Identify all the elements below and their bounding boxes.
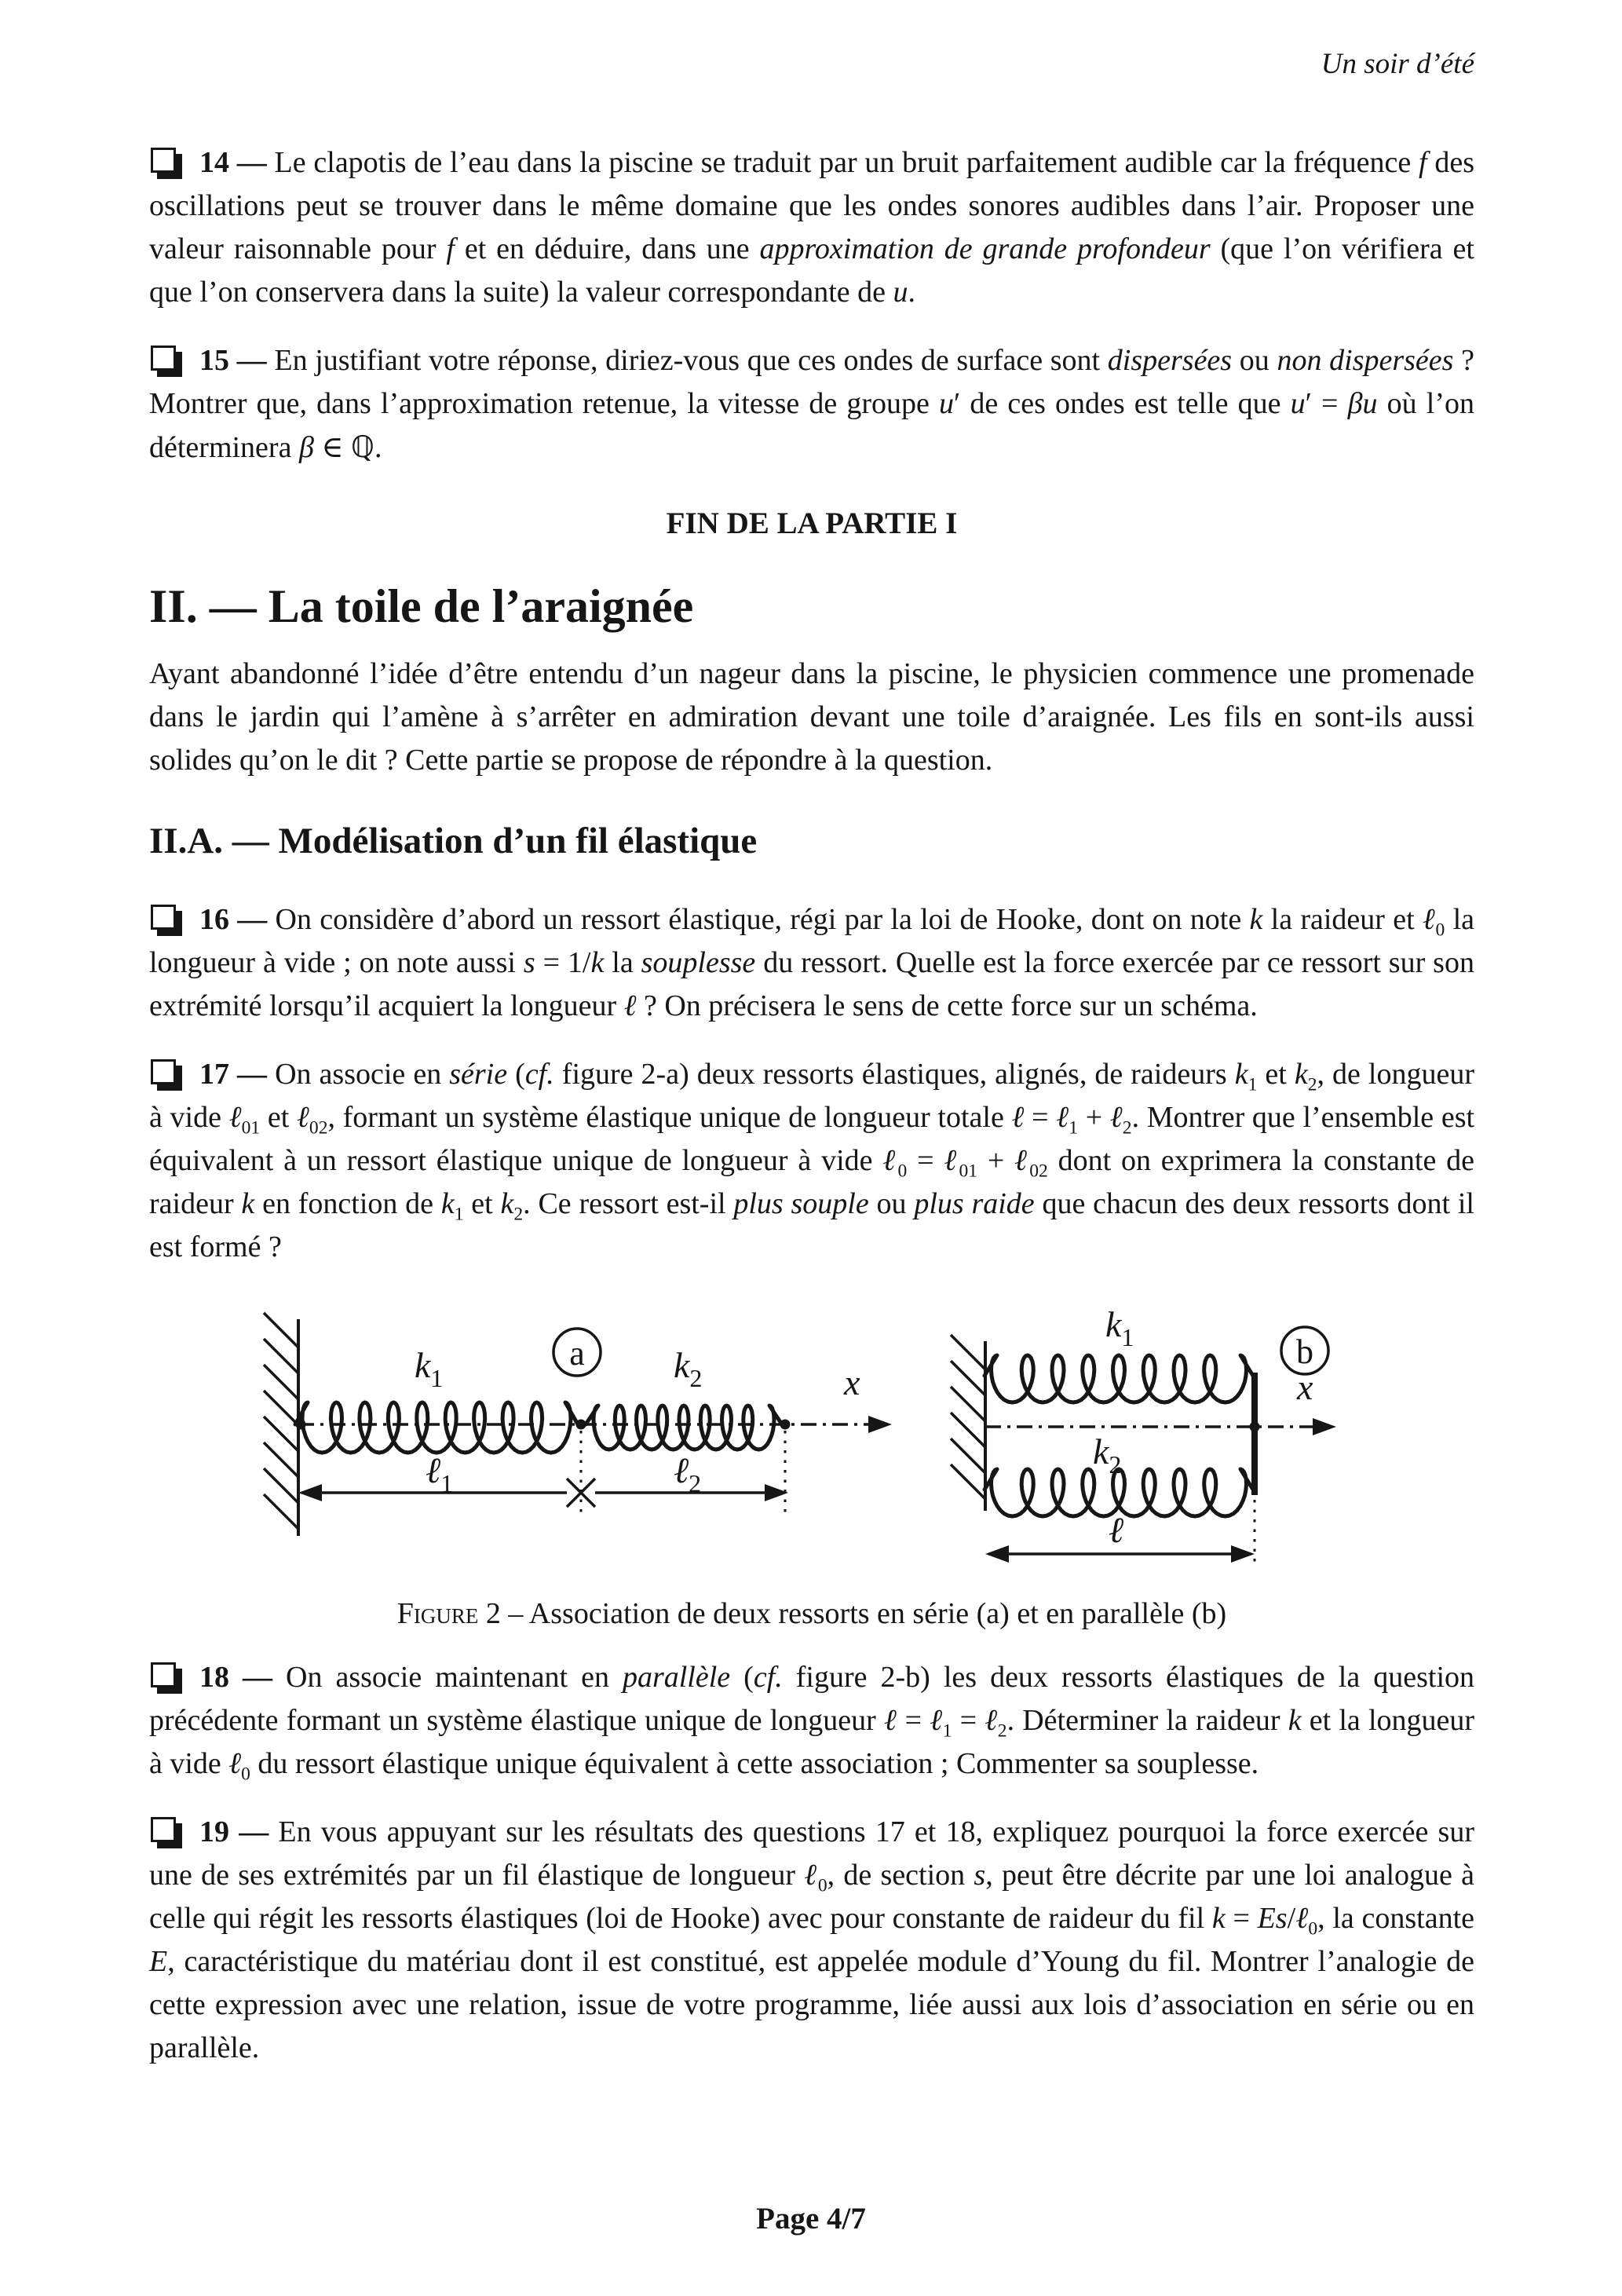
checkbox-icon [151, 345, 176, 371]
page-number: Page 4/7 [756, 2202, 866, 2236]
page-footer [0, 2201, 1622, 2236]
junction-dot-a [576, 1419, 586, 1429]
figure-2-caption: Figure 2 – Association de deux ressorts en série (a) et en parallèle (b) [396, 1596, 1227, 1630]
dim-arrow-left-a-icon [298, 1484, 322, 1501]
label-k2-b: $k_2$ [1093, 1431, 1122, 1479]
question-18 [149, 1656, 1474, 1786]
circle-a-label: a [569, 1333, 585, 1373]
question-17-text: 17 — On associe en série (cf. figure 2-a) deux ressorts élastiques, alignés, de raideurs $k_1$ et $k_2$, de longueur à vide ℓ$_{01}$ et ℓ$_{02}$, formant un système élastique unique de longueur totale ℓ = ℓ$_1$ + ℓ$_2$. Montrer que l’ensemble est équivalent à un ressort élastique unique de longueur à vide ℓ$_0$ = ℓ$_{01}$ + ℓ$_{02}$ dont on exprimera la constante de raideur k en fonction de $k_1$ et $k_2$. Ce ressort est-il plus souple ou plus raide que chacun des deux ressorts dont il est formé ? [149, 1057, 1475, 1263]
question-16 [149, 898, 1474, 1028]
question-16-text: 16 — On considère d’abord un ressort élastique, régi par la loi de Hooke, dont on note k la raideur et ℓ$_0$ la longueur à vide ; on note aussi s = 1/k la souplesse du ressort. Quelle est la force exercée par ce ressort sur son extrémité lorsqu’il acquiert la longueur ℓ ? On précisera le sens de cette force sur un schéma. [149, 902, 1474, 1022]
diagram-b-parallel [951, 1307, 1336, 1563]
diagram-a-series [264, 1313, 892, 1536]
wall-hatch-a-icon [264, 1313, 298, 1529]
label-k1-b: $k_1$ [1105, 1306, 1134, 1351]
checkbox-icon [151, 1059, 176, 1084]
wall-hatch-b-icon [951, 1335, 985, 1499]
question-15-text: 15 — En justifiant votre réponse, diriez-vous que ces ondes de surface sont dispersées ou non dispersées ? Montrer que, dans l’approximation retenue, la vitesse de groupe u′ de ces ondes est telle que u′ = βu où l’on déterminera β ∈ ℚ. [149, 344, 1474, 464]
label-l-b: ℓ [1109, 1509, 1124, 1550]
dim-arrow-right-b-icon [1231, 1545, 1255, 1563]
end-dot-a [780, 1419, 791, 1429]
label-k1-a: $k_1$ [415, 1344, 444, 1392]
question-14 [149, 141, 1474, 314]
circle-b-label: b [1296, 1332, 1313, 1371]
end-dot-b [1250, 1421, 1260, 1431]
question-14-text: 14 — Le clapotis de l’eau dans la piscine se traduit par un bruit parfaitement audible car la fréquence f des oscillations peut se trouver dans le même domaine que les ondes sonores audibles dans l’air. Proposer une valeur raisonnable pour f et en déduire, dans une approximation de grande profondeur (que l’on vérifiera et que l’on conservera dans la suite) la valeur correspondante de u. [149, 146, 1475, 309]
wall-attachment-dot-a [296, 1419, 306, 1429]
x-axis-arrow-b-icon [1313, 1418, 1336, 1435]
label-l1-a: ℓ$_1$ [426, 1450, 454, 1497]
x-axis-arrow-a-icon [868, 1416, 892, 1433]
checkbox-icon [151, 148, 176, 173]
checkbox-icon [151, 905, 176, 930]
figure-2-diagram [259, 1307, 1358, 1578]
checkbox-icon [151, 1817, 176, 1842]
question-18-text: 18 — On associe maintenant en parallèle (cf. figure 2-b) les deux ressorts élastiques de la question précédente formant un système élastique unique de longueur ℓ = ℓ$_1$ = ℓ$_2$. Déterminer la raideur k et la longueur à vide ℓ$_0$ du ressort élastique unique équivalent à cette association ; Commenter sa souplesse. [149, 1660, 1475, 1785]
x-axis-label-a: x [844, 1362, 860, 1402]
figure-2 [149, 1307, 1474, 1631]
spring-k2-a-icon [586, 1406, 782, 1450]
question-15 [149, 339, 1474, 470]
header-title: Un soir d’été [1321, 48, 1474, 80]
part-2-title: II. — La toile de l’araignée [149, 580, 694, 632]
question-19 [149, 1811, 1474, 2070]
label-l2-a: ℓ$_2$ [674, 1450, 702, 1497]
label-k2-a: $k_2$ [674, 1344, 703, 1392]
checkbox-icon [151, 1662, 176, 1687]
part-1-end-label: FIN DE LA PARTIE I [666, 506, 958, 540]
dim-arrow-right-a-icon [765, 1484, 788, 1501]
spring-k1-b-icon [985, 1355, 1253, 1402]
section-IIA-title: II.A. — Modélisation d’un fil élastique [149, 821, 758, 861]
question-19-text: 19 — En vous appuyant sur les résultats des questions 17 et 18, expliquez pourquoi la force exercée sur une de ses extrémités par un fil élastique de longueur ℓ$_0$, de section s, peut être décrite par une loi analogue à celle qui régit les ressorts élastiques (loi de Hooke) avec pour constante de raideur du fil k = Es/ℓ$_0$, la constante E, caractéristique du matériau dont il est constitué, est appelée module d’Young du fil. Montrer l’analogie de cette expression avec une relation, issue de votre programme, liée aussi aux lois d’association en série ou en parallèle. [149, 1815, 1475, 2064]
question-17 [149, 1053, 1474, 1269]
spring-k1-a-icon [295, 1402, 578, 1453]
part-2-intro: Ayant abandonné l’idée d’être entendu d’un nageur dans la piscine, le physicien commence une promenade dans le jardin qui l’amène à s’arrêter en admiration devant une toile d’araignée. Les fils en sont-ils aussi solides qu’on le dit ? Cette partie se propose de répondre à la question. [149, 657, 1474, 777]
content [149, 0, 1474, 2070]
dim-arrow-left-b-icon [985, 1545, 1009, 1563]
x-axis-label-b: x [1297, 1366, 1313, 1407]
